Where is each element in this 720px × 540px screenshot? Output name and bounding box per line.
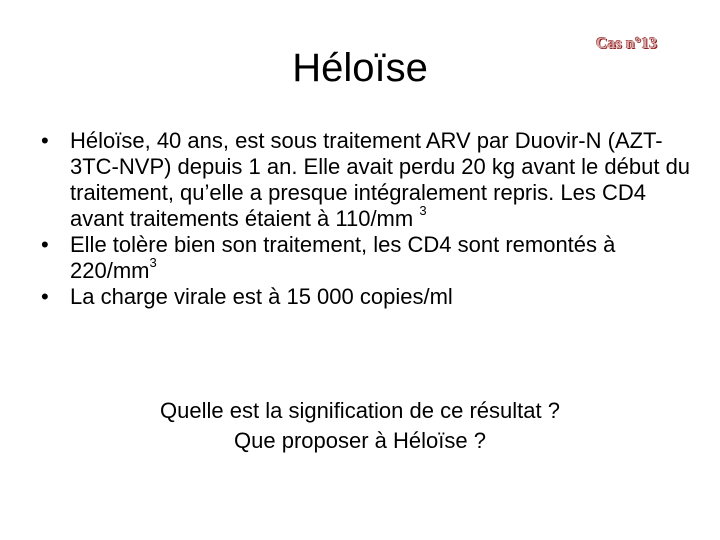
- bullet-icon: •: [41, 232, 49, 257]
- bullet-text: Elle tolère bien son traitement, les CD4 sont remontés à 220/mm: [70, 232, 616, 283]
- slide-title-text: Héloïse: [292, 46, 428, 90]
- bullet-icon: •: [41, 284, 49, 309]
- bullet-text: Héloïse, 40 ans, est sous traitement ARV par Duovir-N (AZT-3TC-NVP) depuis 1 an. Elle avait perdu 20 kg avant le début du traitement, qu’elle a presque intégralement repris. Les CD4 avant traitements étaient à 110/mm: [70, 128, 691, 231]
- bullet-icon: •: [41, 128, 49, 153]
- bullet-item-viral-load: [40, 284, 700, 310]
- bullet-text: La charge virale est à 15 000 copies/ml: [70, 284, 453, 309]
- bullet-item-patient-history: [40, 128, 700, 232]
- bullet-list: [40, 128, 700, 310]
- case-number-badge: Cas n°13: [595, 35, 657, 52]
- bullet-item-cd4-count: [40, 232, 700, 284]
- question-block: [0, 396, 720, 456]
- question-line-1: Quelle est la signification de ce résultat ?: [160, 398, 560, 423]
- superscript: 3: [419, 202, 427, 218]
- question-line-2: Que proposer à Héloïse ?: [234, 428, 486, 453]
- superscript: 3: [149, 254, 157, 270]
